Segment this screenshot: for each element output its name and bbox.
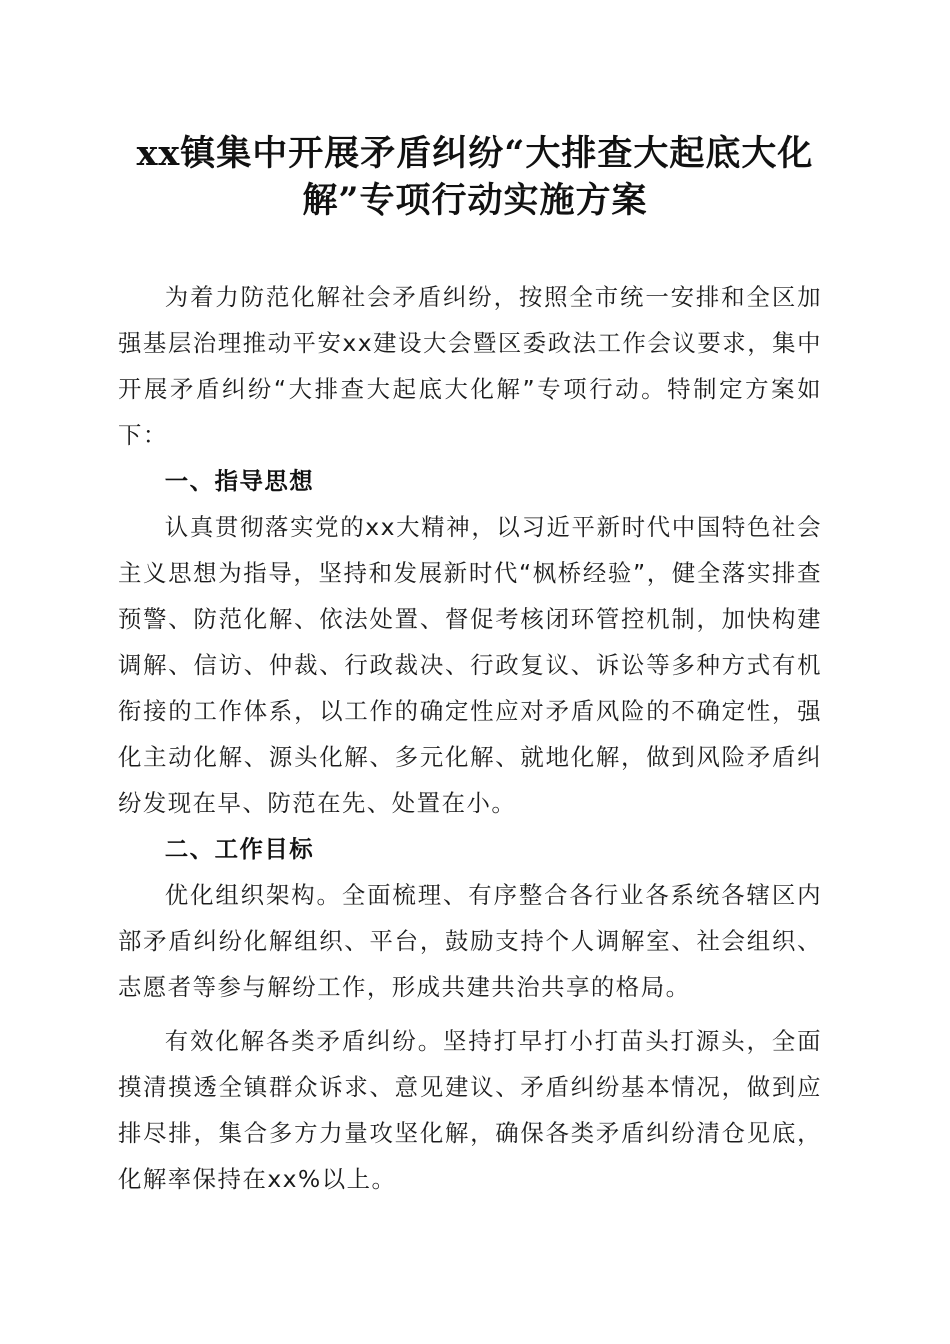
document-body	[118, 274, 822, 1202]
section-heading-guiding-ideology: 一、指导思想	[164, 467, 315, 495]
section-paragraph-resolve-disputes: 有效化解各类矛盾纠纷。坚持打早打小打苗头打源头，全面摸清摸透全镇群众诉求、意见建议、矛盾纠纷基本情况，做到应排尽排，集合多方力量攻坚化解，确保各类矛盾纠纷清仓见底，化解率保持在xx%以上。	[118, 1027, 822, 1193]
section-heading-work-goals: 二、工作目标	[164, 835, 315, 863]
intro-paragraph: 为着力防范化解社会矛盾纠纷，按照全市统一安排和全区加强基层治理推动平安xx建设大会暨区委政法工作会议要求，集中开展矛盾纠纷“大排查大起底大化解”专项行动。特制定方案如下：	[118, 283, 822, 449]
document-title	[115, 130, 835, 224]
section-paragraph-optimize-organization: 优化组织架构。全面梳理、有序整合各行业各系统各辖区内部矛盾纠纷化解组织、平台，鼓励支持个人调解室、社会组织、志愿者等参与解纷工作，形成共建共治共享的格局。	[118, 881, 822, 1001]
section-paragraph-guiding-ideology: 认真贯彻落实党的xx大精神，以习近平新时代中国特色社会主义思想为指导，坚持和发展新时代“枫桥经验”，健全落实排查预警、防范化解、依法处置、督促考核闭环管控机制，加快构建调解、信访、仲裁、行政裁决、行政复议、诉讼等多种方式有机衔接的工作体系，以工作的确定性应对矛盾风险的不确定性，强化主动化解、源头化解、多元化解、就地化解，做到风险矛盾纠纷发现在早、防范在先、处置在小。	[118, 513, 822, 817]
document-title-line-2: 解”专项行动实施方案	[302, 180, 648, 221]
document-title-line-1: xx镇集中开展矛盾纠纷“大排查大起底大化	[136, 133, 814, 174]
